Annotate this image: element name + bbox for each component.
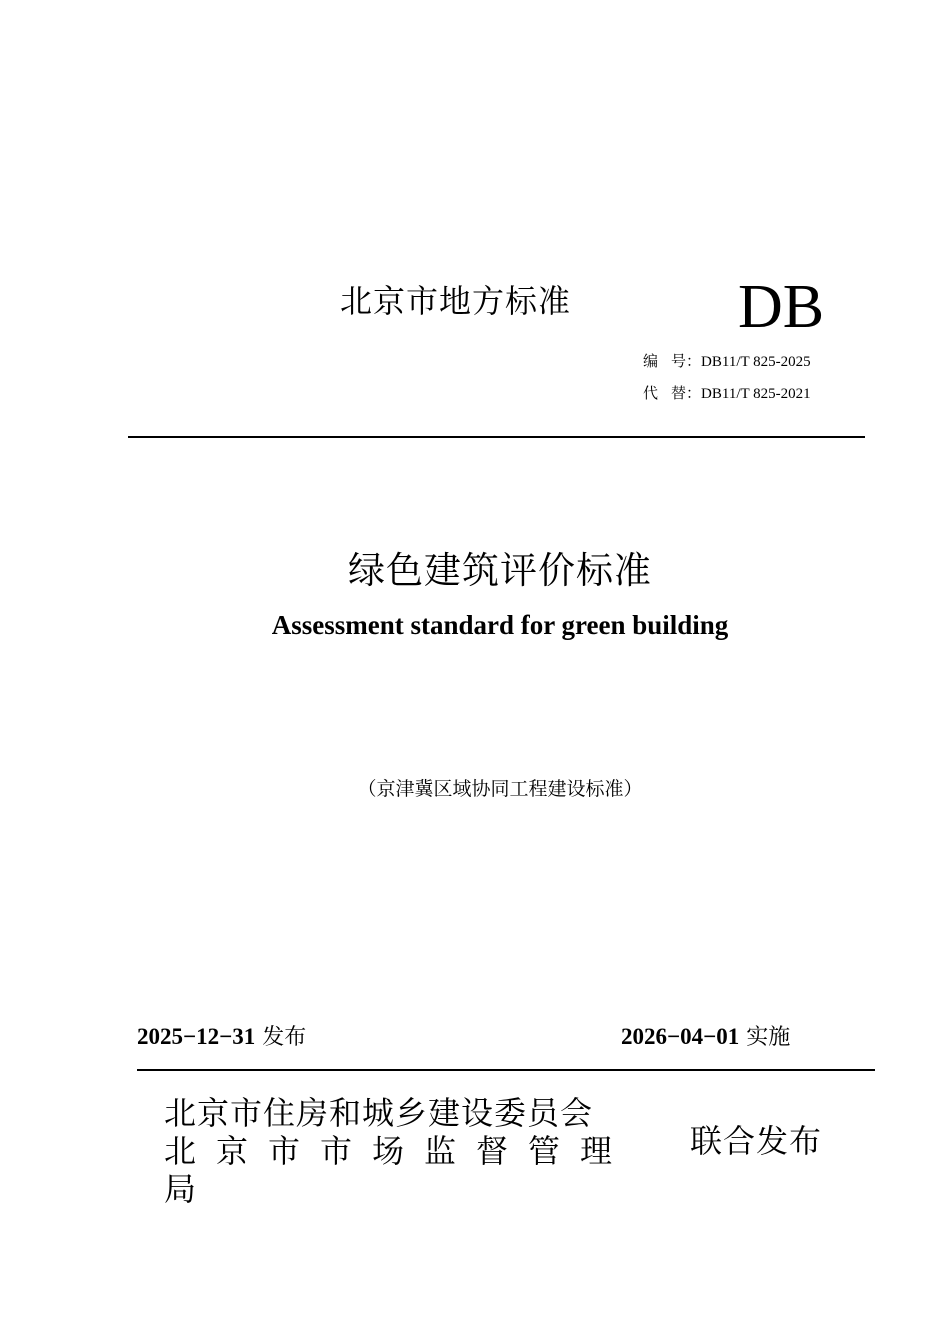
- replace-label-b: 替: [671, 384, 687, 402]
- issuer-line-3: 局: [164, 1170, 197, 1208]
- replaces-row: [643, 382, 811, 403]
- standard-number-row: [643, 350, 811, 371]
- publish-date-row: [137, 1020, 306, 1051]
- standard-number: DB11/T 825-2025: [701, 354, 811, 370]
- db-logo: DB: [738, 273, 825, 341]
- replace-colon: ：: [686, 384, 702, 402]
- subtitle-note: （京津冀区域协同工程建设标准）: [357, 778, 643, 800]
- issuer-line-1: 北京市住房和城乡建设委员会: [164, 1094, 594, 1132]
- number-colon: ：: [686, 352, 702, 370]
- number-label-b: 号: [671, 352, 687, 370]
- replace-label-a: 代: [643, 384, 672, 402]
- joint-release-label: 联合发布: [690, 1122, 823, 1160]
- effective-label: 实施: [746, 1025, 791, 1050]
- effective-date-row: [621, 1020, 790, 1051]
- title-chinese: 绿色建筑评价标准: [348, 549, 652, 592]
- top-divider: [128, 436, 865, 438]
- title-english: Assessment standard for green building: [271, 610, 729, 640]
- issuer-line-2: 北京市市场监督管理: [164, 1132, 633, 1170]
- number-label-a: 编: [643, 352, 672, 370]
- publish-label: 发布: [262, 1025, 307, 1050]
- replaced-standard-number: DB11/T 825-2021: [701, 386, 811, 402]
- publish-date: 2025−12−31: [137, 1024, 256, 1049]
- local-standard-label: 北京市地方标准: [340, 282, 572, 320]
- effective-date: 2026−04−01: [621, 1024, 740, 1049]
- bottom-divider: [137, 1069, 875, 1071]
